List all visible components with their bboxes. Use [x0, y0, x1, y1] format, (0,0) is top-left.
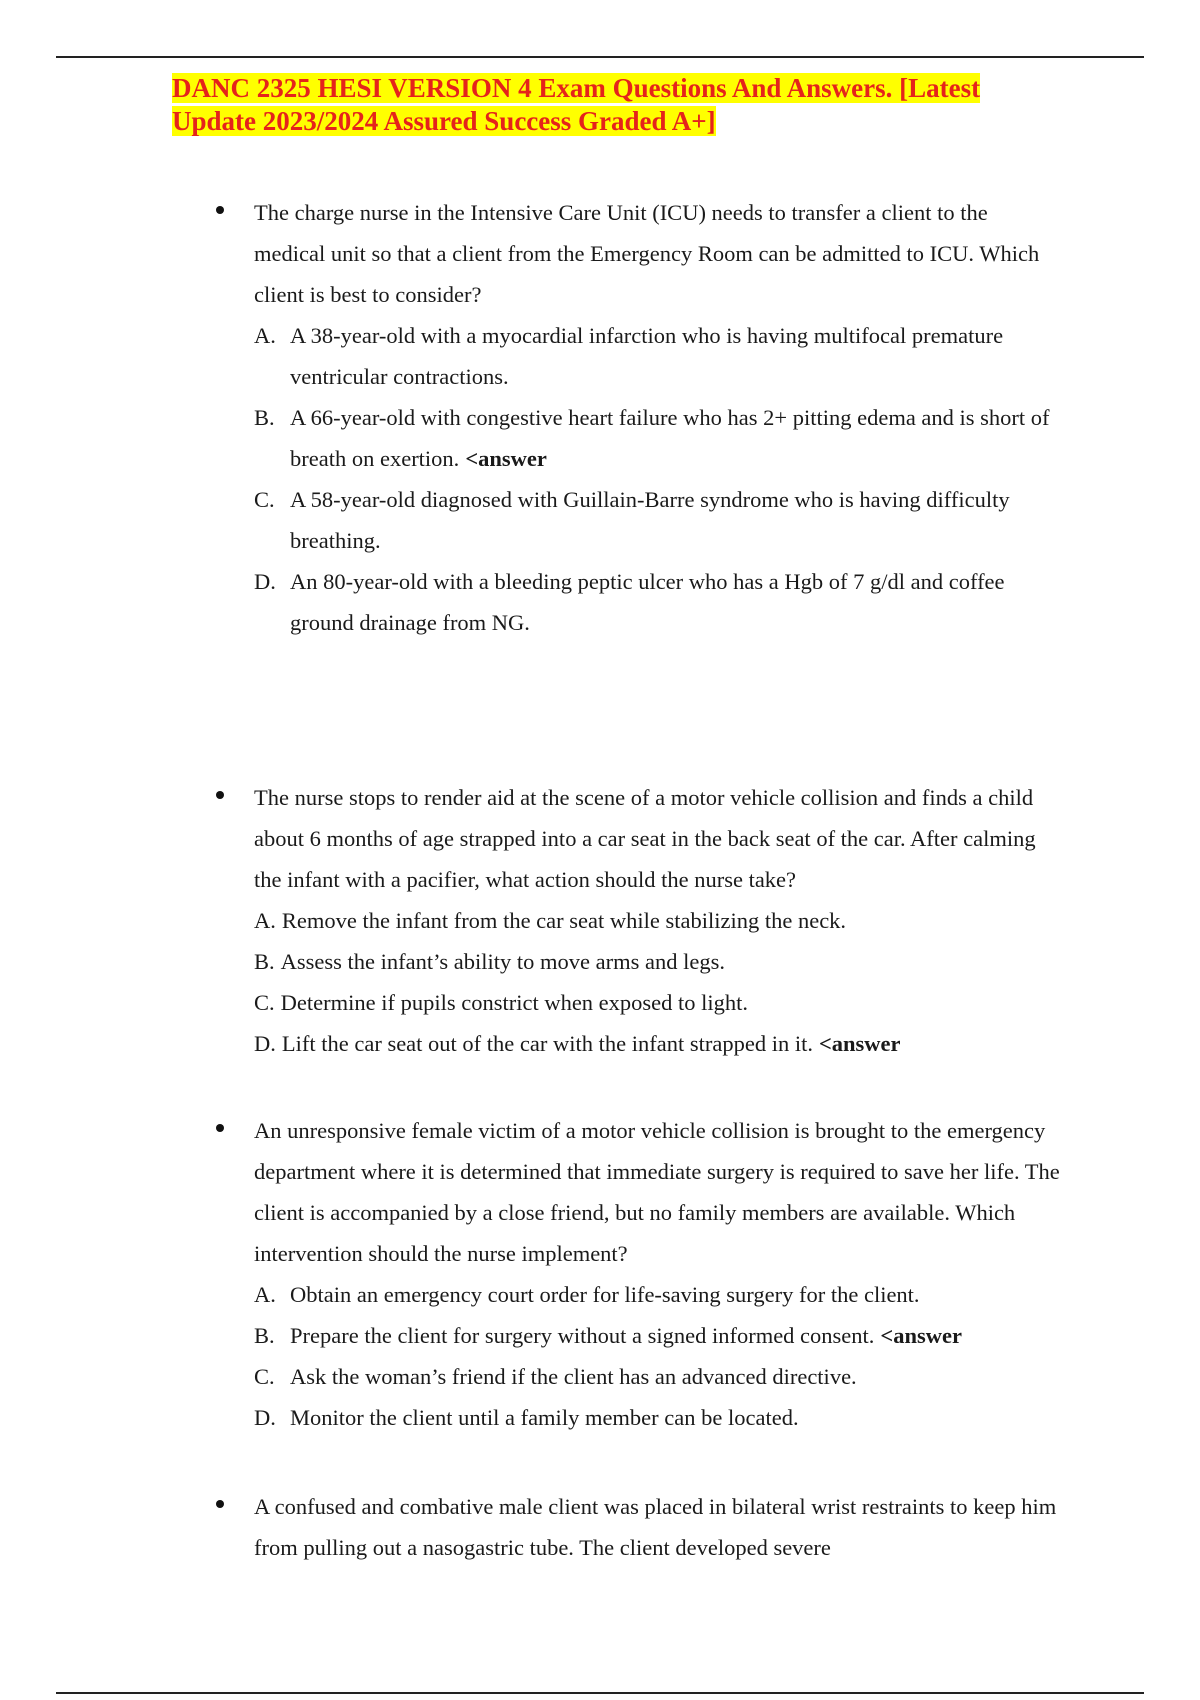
bullet-icon — [216, 1124, 224, 1132]
option-d: D. Lift the car seat out of the car with the infant strapped in it. <answer — [254, 1031, 901, 1056]
question-stem: A confused and combative male client was placed in bilateral wrist restraints to keep him from pulling out a nasogastric tube. The client developed severe — [254, 1494, 1057, 1560]
bottom-rule — [56, 1692, 1144, 1694]
option-a: A. Obtain an emergency court order for life-saving surgery for the client. — [254, 1282, 920, 1307]
option-c: C. Determine if pupils constrict when exposed to light. — [254, 990, 749, 1015]
question-stem: The nurse stops to render aid at the scene of a motor vehicle collision and finds a child about 6 months of age strapped into a car seat in the back seat of the car. After calming the infant with a pacifier, what action should the nurse take? — [254, 785, 1036, 892]
question-1 — [212, 192, 1062, 643]
document-title: DANC 2325 HESI VERSION 4 Exam Questions And Answers. [Latest Update 2023/2024 Assured Success Graded A+] — [172, 73, 981, 136]
option-c: C. Ask the woman’s friend if the client has an advanced directive. — [254, 1364, 857, 1389]
option-c: C. A 58-year-old diagnosed with Guillain-Barre syndrome who is having difficulty breathing. — [254, 487, 1010, 553]
option-b: B. Prepare the client for surgery without a signed informed consent. <answer — [254, 1323, 962, 1348]
option-a: A. A 38-year-old with a myocardial infarction who is having multifocal premature ventricular contractions. — [254, 323, 1004, 389]
bullet-icon — [216, 206, 224, 214]
option-b: B. Assess the infant’s ability to move arms and legs. — [254, 949, 725, 974]
answer-marker: <answer — [818, 1031, 901, 1056]
question-4 — [212, 1486, 1062, 1568]
option-d: D. An 80-year-old with a bleeding peptic ulcer who has a Hgb of 7 g/dl and coffee ground drainage from NG. — [254, 569, 1005, 635]
question-3 — [212, 1110, 1062, 1438]
answer-marker: <answer — [880, 1323, 962, 1348]
question-stem: An unresponsive female victim of a motor vehicle collision is brought to the emergency department where it is determined that immediate surgery is required to save her life. The client is accompanied by a close friend, but no family members are available. Which intervention should the nurse implement? — [254, 1118, 1060, 1266]
answer-marker: <answer — [465, 446, 547, 471]
question-2 — [212, 777, 1062, 1064]
top-rule — [56, 56, 1144, 58]
answer-options — [254, 1274, 1062, 1438]
question-stem: The charge nurse in the Intensive Care Unit (ICU) needs to transfer a client to the medical unit so that a client from the Emergency Room can be admitted to ICU. Which client is best to consider? — [254, 200, 1040, 307]
option-d: D. Monitor the client until a family member can be located. — [254, 1405, 799, 1430]
option-a: A. Remove the infant from the car seat while stabilizing the neck. — [254, 908, 847, 933]
bullet-icon — [216, 791, 224, 799]
option-b: B. A 66-year-old with congestive heart failure who has 2+ pitting edema and is short of breath on exertion. <answer — [254, 405, 1050, 471]
answer-options — [254, 315, 1062, 643]
bullet-icon — [216, 1500, 224, 1508]
answer-options — [254, 900, 1062, 1064]
